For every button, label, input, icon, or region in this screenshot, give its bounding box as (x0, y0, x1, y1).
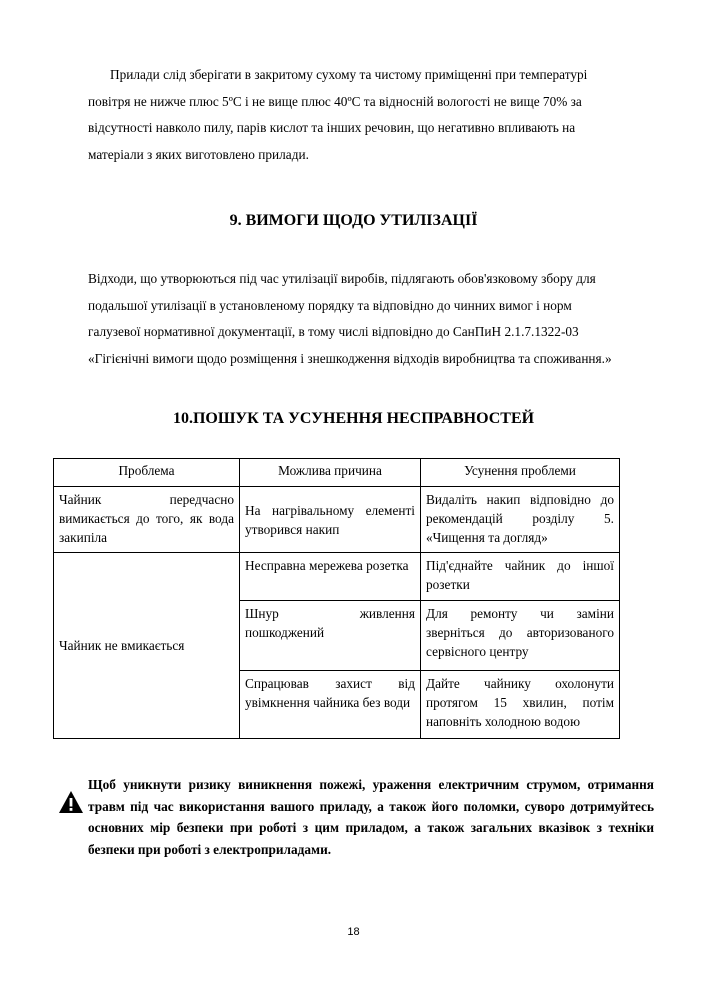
cause-cell (240, 671, 421, 739)
cause-cell (240, 601, 421, 671)
storage-line: відсутності навколо пилу, парів кислот та інших речовин, що негативно впливають на (88, 120, 576, 135)
storage-line: Прилади слід зберігати в закритому сухому та чистому приміщенні при температурі (110, 67, 588, 82)
problem-cell (54, 487, 240, 553)
table-header-row (54, 459, 620, 487)
cause-text: Шнур живлення пошкоджений (245, 606, 415, 640)
table-row (54, 487, 620, 553)
header-cause: Можлива причина (240, 459, 421, 487)
table-row (54, 553, 620, 601)
page-number: 18 (347, 926, 360, 938)
storage-paragraph (88, 62, 618, 168)
fix-cell (421, 671, 620, 739)
fix-cell (421, 487, 620, 553)
section-9-title: 9. ВИМОГИ ЩОДО УТИЛІЗАЦІЇ (229, 212, 478, 229)
disposal-line: галузевої нормативної документації, в тому числі відповідно до СанПиН 2.1.7.1322-03 (88, 324, 579, 339)
fix-text: Для ремонту чи заміни зверніться до авторизованого сервісного центру (426, 606, 614, 659)
storage-line: матеріали з яких виготовлено прилади. (88, 146, 309, 162)
section-10-title: 10.ПОШУК ТА УСУНЕННЯ НЕСПРАВНОСТЕЙ (172, 410, 535, 427)
header-problem: Проблема (54, 459, 240, 487)
cause-cell (240, 487, 421, 553)
fix-text: Дайте чайнику охолонути протягом 15 хвилин, потім наповніть холодною водою (426, 676, 614, 729)
disposal-line: подальшої утилізації в установленому порядку та відповідно до чинних вимог і норм (88, 297, 572, 313)
disposal-line: «Гігієнічні вимоги щодо розміщення і знешкодження відходів виробництва та споживання.» (88, 350, 612, 366)
troubleshooting-table (53, 458, 620, 739)
disposal-paragraph (88, 266, 618, 372)
disposal-line: Відходи, що утворюються під час утилізації виробів, підлягають обов'язковому збору для (88, 271, 596, 286)
cause-text: Спрацював захист від увімкнення чайника без води (245, 676, 415, 710)
cause-cell (240, 553, 421, 601)
cause-text: Несправна мережева розетка (245, 558, 409, 573)
problem-cell (54, 553, 240, 739)
fix-text: Видаліть накип відповідно до рекомендацій розділу 5. «Чищення та догляд» (426, 492, 614, 545)
warning-text: Щоб уникнути ризику виникнення пожежі, ураження електричним струмом, отримання травм під час використання вашого приладу, а також його поломки, суворо дотримуйтесь основних мір безпеки при роботі з цим приладом, а також загальних вказівок з техніки безпеки при роботі з електроприладами. (88, 777, 654, 857)
fix-cell (421, 553, 620, 601)
storage-line: повітря не нижче плюс 5ºС і не вище плюс 40ºС та відносній вологості не вище 70% за (88, 93, 582, 109)
fix-cell (421, 601, 620, 671)
fix-text: Під'єднайте чайник до іншої розетки (426, 558, 614, 592)
problem-text: Чайник не вмикається (59, 638, 185, 653)
cause-text: На нагрівальному елементі утворився накип (245, 502, 415, 537)
header-fix: Усунення проблеми (421, 459, 620, 487)
warning-triangle-icon (58, 790, 84, 814)
problem-text: Чайник передчасно вимикається до того, як вода закипіла (59, 492, 234, 545)
